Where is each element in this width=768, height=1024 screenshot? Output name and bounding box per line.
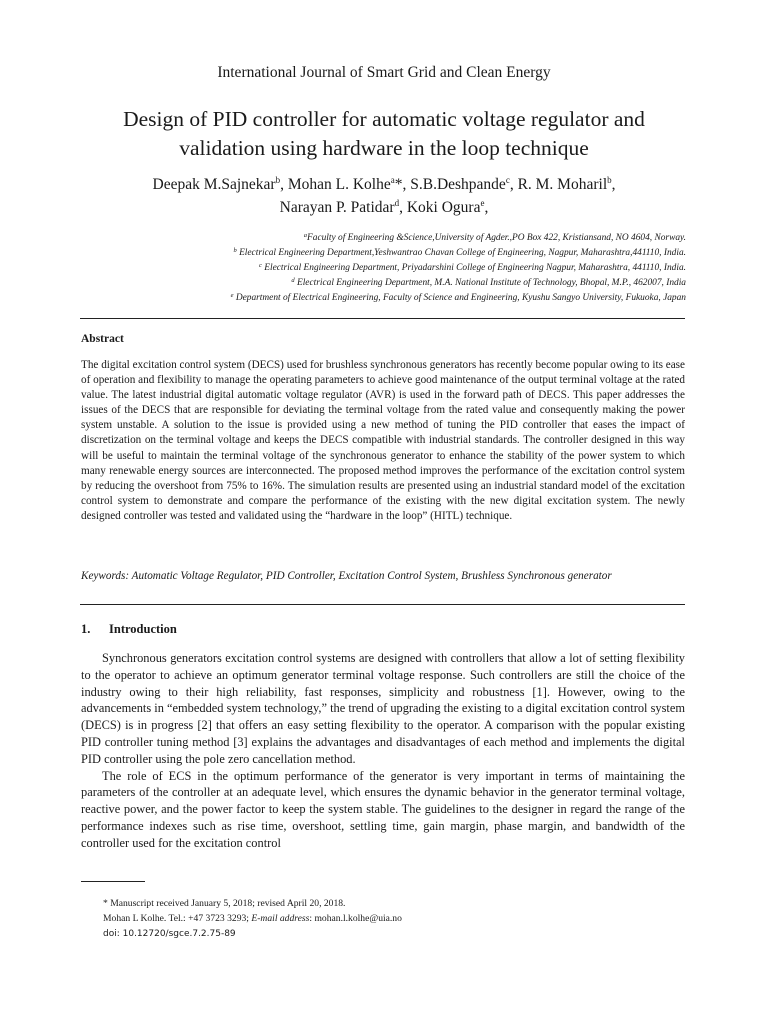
corresponding-mark: * bbox=[394, 176, 403, 193]
email-address: mohan.l.kolhe@uia.no bbox=[314, 912, 402, 924]
author-name: Mohan L. Kolhe bbox=[287, 176, 391, 193]
email-label: E-mail address bbox=[251, 912, 310, 924]
author-affil-mark: a bbox=[390, 175, 395, 185]
title-line-1: Design of PID controller for automatic voltage regulator and bbox=[123, 107, 645, 131]
section-number: 1. bbox=[81, 622, 91, 636]
affiliation-text: Electrical Engineering Department,Yeshwantrao Chavan College of Engineering, Nagpur, Maharashtra,441110, India. bbox=[236, 248, 686, 258]
author-separator: , bbox=[280, 176, 288, 193]
author-affil-mark: d bbox=[394, 198, 400, 208]
affiliation-line bbox=[100, 276, 686, 291]
footnotes bbox=[103, 897, 683, 941]
author-separator: , bbox=[402, 176, 411, 193]
author-separator: , bbox=[399, 199, 407, 216]
affiliation-mark: b bbox=[233, 247, 237, 254]
author-name: R. M. Moharil bbox=[517, 176, 608, 193]
contact-line bbox=[103, 912, 683, 927]
contact-phone: Mohan L Kolhe. Tel.: +47 3723 3293; bbox=[103, 912, 252, 924]
section-heading bbox=[81, 622, 177, 637]
manuscript-dates: * Manuscript received January 5, 2018; revised April 20, 2018. bbox=[103, 898, 346, 909]
affiliation-line bbox=[100, 231, 686, 246]
affiliation-text: Electrical Engineering Department, M.A. National Institute of Technology, Bhopal, M.P., 462007, India bbox=[294, 278, 686, 288]
body-text bbox=[81, 650, 685, 852]
author-affil-mark: b bbox=[607, 175, 612, 185]
abstract-text: The digital excitation control system (DECS) used for brushless synchronous generators has recently become popular owing to its ease of operation and flexibility to manage the operating parameters to achieve good maintenance of the output terminal voltage at the rated value. The latest industrial digital automatic voltage regulator (AVR) is used in the forward path of DECS. This paper addresses the issues of the DECS that are responsible for deviating the terminal voltage from the rated value and consequently making the power system unstable. A solution to the issue is provided using a new method of tuning the PID controller that eases the impact of discretization on the terminal voltage and keeps the DECS compatible with industrial standards. The controller designed in this way will be useful to maintain the terminal voltage of the synchronous generator to enhance the stability of the power system to which many renewable energy sources are interconnected. The proposed method improves the performance of the excitation control system by reducing the overshoot from 75% to 16%. The simulation results are presented using an industrial standard model of the excitation control system to demonstrate and compare the performance of the existing with the new digital excitation system. The newly designed controller was tested and validated using the “hardware in the loop” (HITL) technique. bbox=[81, 359, 685, 522]
author-separator: , bbox=[509, 176, 518, 193]
abstract-top-divider bbox=[80, 318, 685, 319]
affiliation-line bbox=[100, 261, 686, 276]
affiliation-text: Department of Electrical Engineering, Faculty of Science and Engineering, Kyushu Sangyo University, Fukuoka, Japan bbox=[233, 293, 686, 303]
affiliations bbox=[100, 231, 686, 306]
affiliation-text: Faculty of Engineering &Science,University of Agder.,PO Box 422, Kristiansand, NO 4604, Norway. bbox=[307, 233, 686, 243]
author-separator: , bbox=[611, 176, 616, 193]
affiliation-mark: d bbox=[291, 277, 295, 284]
affiliation-line bbox=[100, 291, 686, 306]
email-separator: : bbox=[309, 912, 315, 924]
author-affil-mark: e bbox=[480, 198, 485, 208]
author-name: Koki Ogura bbox=[406, 199, 481, 216]
abstract-bottom-divider bbox=[80, 604, 685, 605]
journal-name: International Journal of Smart Grid and Clean Energy bbox=[217, 64, 551, 81]
affiliation-mark: a bbox=[303, 232, 308, 239]
abstract-heading: Abstract bbox=[81, 333, 124, 345]
paragraph: Synchronous generators excitation control systems are designed with controllers that allow a lot of setting flexibility to the operator to achieve an optimum generator terminal voltage response. Such controllers are still the choice of the industry owing to their high reliability, fast responses, simplicity and robustness [1]. However, owing to the advancements in “embedded system technology,” the trend of upgrading the existing to a digital excitation control system (DECS) is in progress [2] that offers an easy setting flexibility to the operator. A comparison with the popular existing PID controller tuning method [3] explains the advantages and disadvantages of each method and implements the digital PID controller using the pole zero cancellation method. bbox=[81, 651, 685, 766]
author-name: S.B.Deshpande bbox=[410, 176, 506, 193]
author-name: Deepak M.Sajnekar bbox=[152, 176, 276, 193]
author-separator: , bbox=[484, 199, 489, 216]
footnote-divider bbox=[81, 881, 145, 882]
author-affil-mark: c bbox=[505, 175, 510, 185]
affiliation-mark: c bbox=[259, 262, 262, 269]
doi: doi: 10.12720/sgce.7.2.75-89 bbox=[103, 928, 236, 939]
title-line-2: validation using hardware in the loop technique bbox=[179, 136, 589, 160]
author-name: Narayan P. Patidar bbox=[279, 199, 395, 216]
keywords: Keywords: Automatic Voltage Regulator, PID Controller, Excitation Control System, Brushless Synchronous generator bbox=[81, 570, 612, 582]
paragraph: The role of ECS in the optimum performance of the generator is very important in terms of maintaining the parameters of the controller at an adequate level, which ensures the dynamic behavior in the generator terminal voltage, reactive power, and the power factor to keep the system stable. The guidelines to the designer in regard the range of the performance indexes such as rise time, overshoot, settling time, gain margin, phase margin, and bandwidth of the controller used for the excitation control bbox=[81, 768, 685, 850]
paper-title bbox=[60, 105, 708, 163]
author-affil-mark: b bbox=[275, 175, 281, 185]
affiliation-line bbox=[100, 246, 686, 261]
section-title: Introduction bbox=[109, 622, 177, 636]
affiliation-text: Electrical Engineering Department, Priyadarshini College of Engineering Nagpur, Maharashtra, 441110, India. bbox=[261, 263, 686, 273]
affiliation-mark: e bbox=[230, 292, 234, 299]
author-list bbox=[60, 173, 708, 219]
